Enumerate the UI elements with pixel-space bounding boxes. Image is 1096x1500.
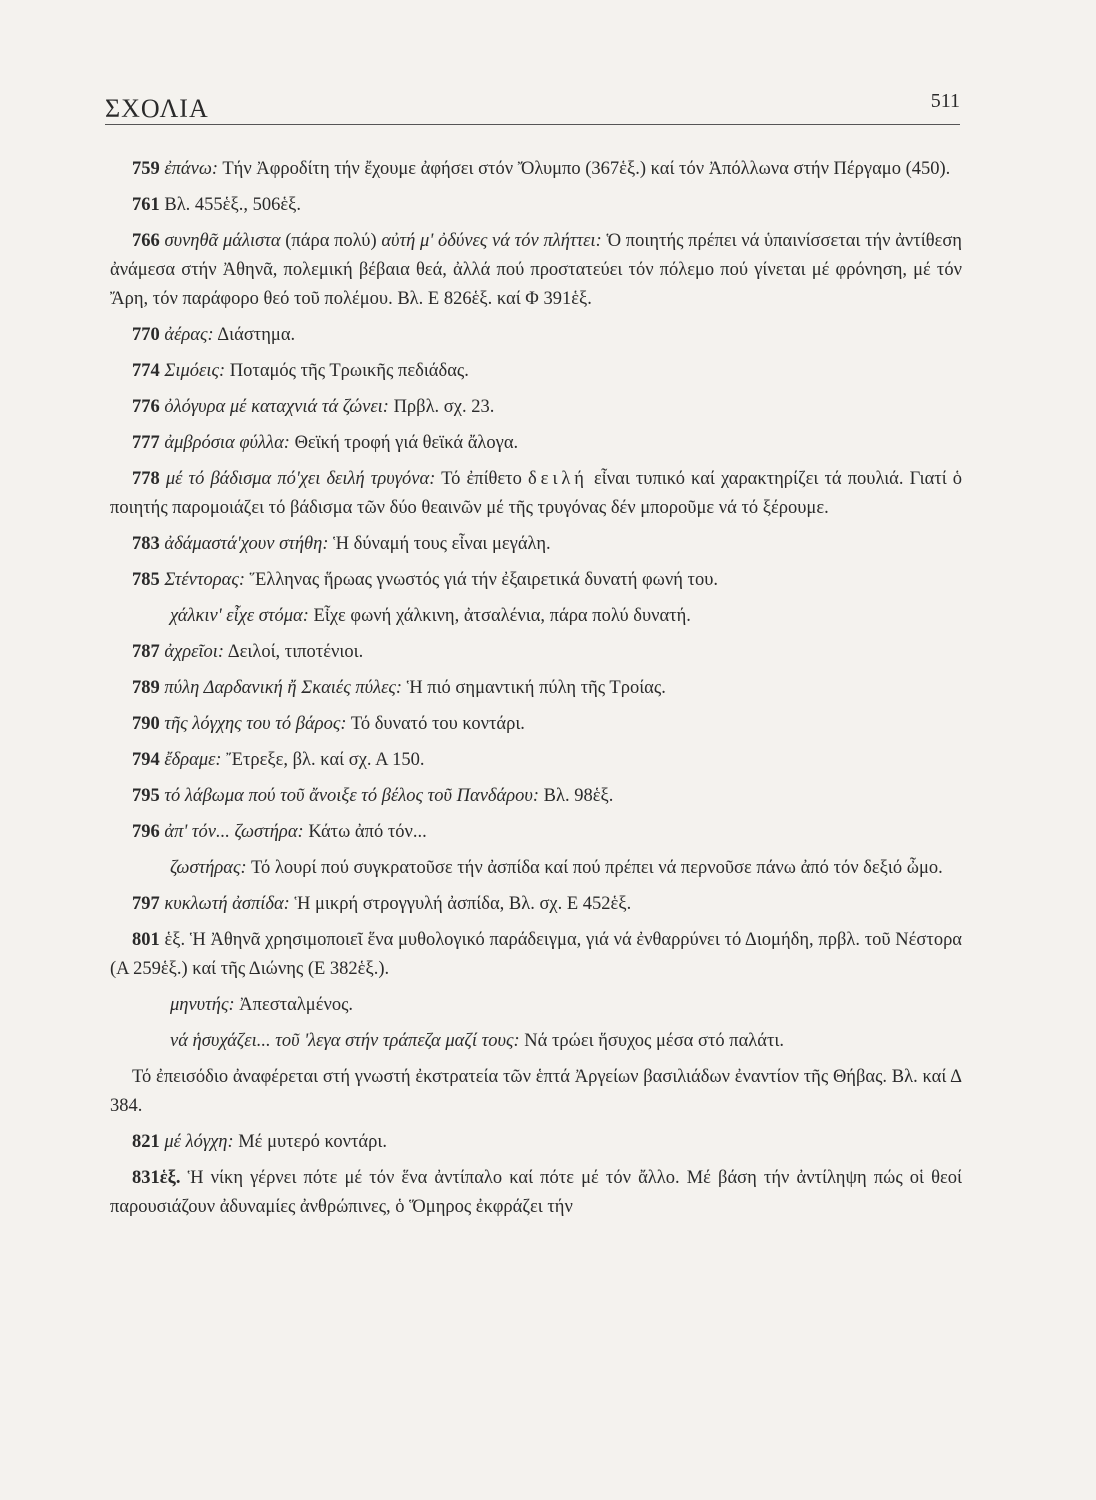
commentary-subentry bbox=[110, 991, 962, 1020]
lemma: ἔδραμε: bbox=[164, 750, 222, 770]
commentary-entry bbox=[110, 566, 962, 595]
gloss: Ἕλληνας ἥρωας γνωστός γιά τήν ἐξαιρετικά δυνατή φωνή του. bbox=[249, 570, 718, 590]
commentary-entry bbox=[110, 465, 962, 523]
commentary-entry bbox=[110, 530, 962, 559]
gloss: Πρβλ. σχ. 23. bbox=[393, 397, 495, 417]
gloss: Ἡ δύναμή τους εἶναι μεγάλη. bbox=[333, 534, 551, 554]
lemma: Σιμόεις: bbox=[164, 361, 226, 381]
commentary-entry bbox=[110, 818, 962, 847]
gloss: Τό λουρί πού συγκρατοῦσε τήν ἀσπίδα καί πού πρέπει νά περνοῦσε πάνω ἀπό τόν δεξιό ὦμο. bbox=[250, 858, 943, 878]
gloss: Βλ. 98ἑξ. bbox=[543, 786, 614, 806]
commentary-entry bbox=[110, 926, 962, 984]
gloss-part: (πάρα πολύ) bbox=[285, 231, 377, 251]
lemma: νά ἡσυχάζει... τοῦ 'λεγα στήν τράπεζα μαζί τους: bbox=[170, 1031, 520, 1051]
gloss: Δειλοί, τιποτένιοι. bbox=[227, 642, 364, 662]
gloss: εἶναι τυπικό καί χαρακτηρίζει τά πουλιά. Γιατί ὁ ποιητής παρομοιάζει τό βάδισμα τῶν δύο θεαινῶν μέ τῆς τρυγόνας δέν μποροῦμε νά τό ξέρουμε. bbox=[110, 469, 963, 518]
lemma: μέ λόγχη: bbox=[164, 1132, 234, 1152]
gloss: Ποταμός τῆς Τρωικῆς πεδιάδας. bbox=[229, 361, 469, 381]
commentary-entry bbox=[110, 890, 962, 919]
emphasized-word: δειλή bbox=[527, 469, 588, 489]
lemma: μέ τό βάδισμα πό'χει δειλή τρυγόνα: bbox=[165, 469, 436, 489]
lemma: ζωστήρας: bbox=[170, 858, 247, 878]
gloss: Τήν Ἀφροδίτη τήν ἔχουμε ἀφήσει στόν Ὄλυμπο (367ἑξ.) καί τόν Ἀπόλλωνα στήν Πέργαμο (450). bbox=[222, 159, 951, 179]
line-number: 759 bbox=[132, 159, 160, 179]
line-number: 797 bbox=[132, 894, 160, 914]
gloss: Τό δυνατό του κοντάρι. bbox=[350, 714, 525, 734]
commentary-entry bbox=[110, 357, 962, 386]
commentary-subentry bbox=[110, 1027, 962, 1056]
gloss: Βλ. 455ἑξ., 506ἑξ. bbox=[164, 195, 301, 215]
lemma: πύλη Δαρδανική ἤ Σκαιές πύλες: bbox=[164, 678, 403, 698]
commentary-paragraph bbox=[110, 1063, 962, 1121]
gloss: Ἡ νίκη γέρνει πότε μέ τόν ἕνα ἀντίπαλο καί πότε μέ τόν ἄλλο. Μέ βάση τήν ἀντίληψη πώς οἱ θεοί παρουσιάζουν ἀδυναμίες ἀνθρώπινες, ὁ Ὅμηρος ἐκφράζει τήν bbox=[110, 1168, 963, 1217]
gloss: Κάτω ἀπό τόν... bbox=[308, 822, 427, 842]
line-number: 787 bbox=[132, 642, 160, 662]
commentary-entry bbox=[110, 155, 962, 184]
gloss: Ὁ ποιητής πρέπει νά ὑπαινίσσεται τήν ἀντίθεση ἀνάμεσα στήν Ἀθηνᾶ, πολεμική βέβαια θεά, ἀλλά πού προστατεύει τόν πόλεμο πού γίνεται μέ φρόνηση, μέ τόν Ἄρη, τόν παράφορο θεό τοῦ πολέμου. Βλ. Ε 826ἑξ. καί Φ 391ἑξ. bbox=[110, 231, 962, 309]
lemma: ἀέρας: bbox=[164, 325, 214, 345]
lemma: ἀδάμαστά'χουν στήθη: bbox=[164, 534, 329, 554]
line-number: 778 bbox=[132, 469, 160, 489]
line-number: 831ἑξ. bbox=[132, 1168, 181, 1188]
line-number: 785 bbox=[132, 570, 160, 590]
lemma: ἀμβρόσια φύλλα: bbox=[164, 433, 290, 453]
lemma: Στέντορας: bbox=[164, 570, 245, 590]
line-number: 761 bbox=[132, 195, 160, 215]
gloss: Εἶχε φωνή χάλκινη, ἀτσαλένια, πάρα πολύ δυνατή. bbox=[313, 606, 691, 626]
lemma: ὀλόγυρα μέ καταχνιά τά ζώνει: bbox=[164, 397, 389, 417]
lemma: μηνυτής: bbox=[170, 995, 235, 1015]
line-number: 774 bbox=[132, 361, 160, 381]
commentary-subentry bbox=[110, 854, 962, 883]
lemma: ἀχρεῖοι: bbox=[164, 642, 225, 662]
line-number: 796 bbox=[132, 822, 160, 842]
commentary-entry bbox=[110, 191, 962, 220]
lemma: χάλκιν' εἶχε στόμα: bbox=[170, 606, 309, 626]
commentary-entry bbox=[110, 1128, 962, 1157]
line-number: 790 bbox=[132, 714, 160, 734]
paragraph-text: Τό ἐπεισόδιο ἀναφέρεται στή γνωστή ἐκστρατεία τῶν ἑπτά Ἀργείων βασιλιάδων ἐναντίον τῆς Θήβας. Βλ. καί Δ 384. bbox=[110, 1067, 962, 1116]
commentary-entry bbox=[110, 710, 962, 739]
line-number: 789 bbox=[132, 678, 160, 698]
lemma: τό λάβωμα πού τοῦ ἄνοιξε τό βέλος τοῦ Πανδάρου: bbox=[164, 786, 540, 806]
lemma: ἀπ' τόν... ζωστήρα: bbox=[164, 822, 304, 842]
commentary-entry bbox=[110, 321, 962, 350]
commentary-entry bbox=[110, 227, 962, 314]
gloss: Νά τρώει ἥσυχος μέσα στό παλάτι. bbox=[524, 1031, 784, 1051]
line-number: 801 bbox=[132, 930, 160, 950]
line-number: 795 bbox=[132, 786, 160, 806]
gloss: Μέ μυτερό κοντάρι. bbox=[238, 1132, 387, 1152]
lemma-continued: αὐτή μ' ὀδύνες νά τόν πλήττει: bbox=[381, 231, 602, 251]
page-header bbox=[105, 88, 960, 125]
line-number: 770 bbox=[132, 325, 160, 345]
line-number: 821 bbox=[132, 1132, 160, 1152]
gloss: Θεϊκή τροφή γιά θεϊκά ἄλογα. bbox=[294, 433, 519, 453]
gloss-part: Τό ἐπίθετο bbox=[441, 469, 522, 489]
commentary-entry bbox=[110, 674, 962, 703]
gloss: Ἡ πιό σημαντική πύλη τῆς Τροίας. bbox=[406, 678, 666, 698]
line-number: 776 bbox=[132, 397, 160, 417]
gloss: Ἔτρεξε, βλ. καί σχ. Α 150. bbox=[226, 750, 425, 770]
lemma: ἐπάνω: bbox=[164, 159, 219, 179]
commentary-entry bbox=[110, 638, 962, 667]
commentary-entry bbox=[110, 1164, 962, 1222]
lemma: συνηθᾶ μάλιστα bbox=[164, 231, 281, 251]
commentary-list bbox=[110, 155, 962, 1229]
commentary-entry bbox=[110, 393, 962, 422]
page-number: 511 bbox=[930, 90, 960, 112]
running-title: ΣΧΟΛΙΑ bbox=[105, 94, 209, 123]
gloss: Ἡ μικρή στρογγυλή ἀσπίδα, Βλ. σχ. Ε 452ἑξ. bbox=[294, 894, 632, 914]
gloss: Ἀπεσταλμένος. bbox=[239, 995, 354, 1015]
gloss: Διάστημα. bbox=[217, 325, 296, 345]
commentary-entry bbox=[110, 782, 962, 811]
commentary-subentry bbox=[110, 602, 962, 631]
commentary-entry bbox=[110, 746, 962, 775]
commentary-entry bbox=[110, 429, 962, 458]
line-number: 766 bbox=[132, 231, 160, 251]
line-number: 777 bbox=[132, 433, 160, 453]
lemma: κυκλωτή ἀσπίδα: bbox=[164, 894, 290, 914]
line-number: 794 bbox=[132, 750, 160, 770]
lemma: τῆς λόγχης του τό βάρος: bbox=[164, 714, 347, 734]
line-number: 783 bbox=[132, 534, 160, 554]
gloss: ἑξ. Ἡ Ἀθηνᾶ χρησιμοποιεῖ ἕνα μυθολογικό παράδειγμα, γιά νά ἐνθαρρύνει τό Διομήδη, πρβλ. τοῦ Νέστορα (Α 259ἑξ.) καί τῆς Διώνης (Ε 382ἑξ.). bbox=[110, 930, 962, 979]
